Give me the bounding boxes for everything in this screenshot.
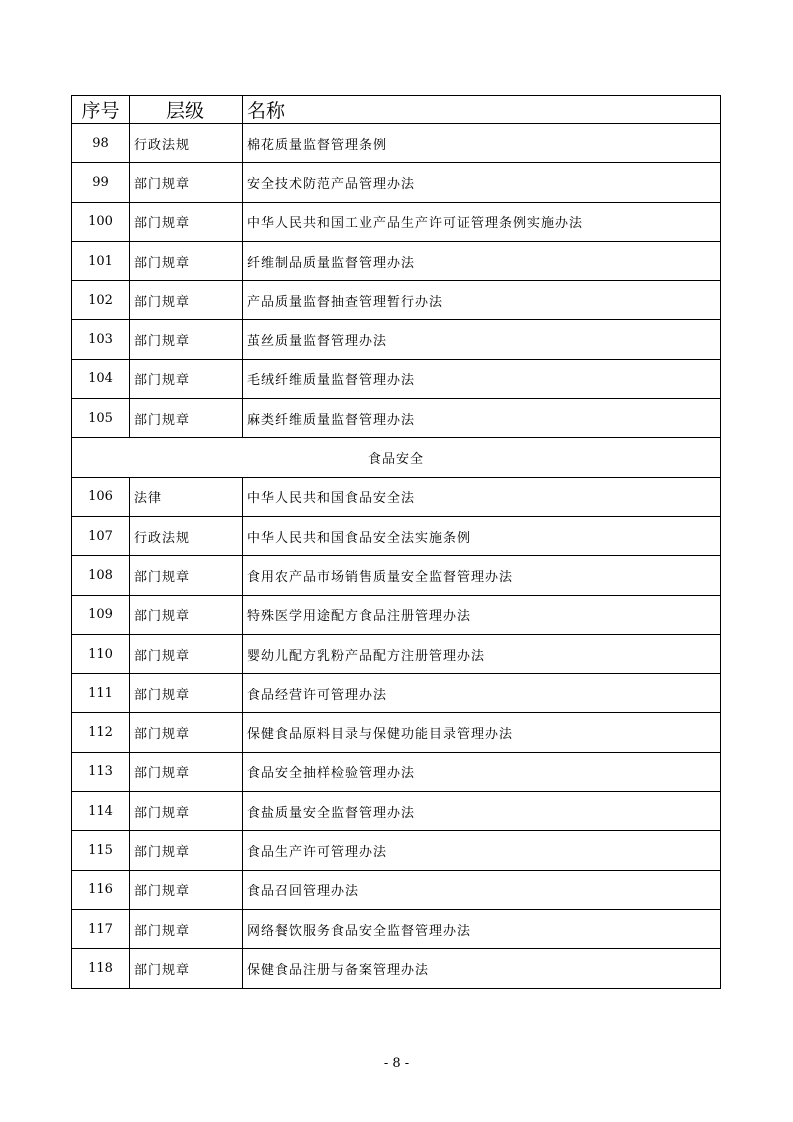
row-level: 部门规章	[130, 241, 243, 280]
row-number: 102	[72, 281, 130, 320]
row-level: 行政法规	[130, 516, 243, 555]
row-level: 部门规章	[130, 399, 243, 438]
table-row	[72, 163, 721, 202]
table-row	[72, 831, 721, 870]
row-number: 117	[72, 909, 130, 948]
row-name: 食品经营许可管理办法	[243, 674, 721, 713]
row-number: 109	[72, 595, 130, 634]
row-name: 食品召回管理办法	[243, 870, 721, 909]
row-level: 部门规章	[130, 281, 243, 320]
row-number: 101	[72, 241, 130, 280]
row-number: 108	[72, 556, 130, 595]
row-level: 部门规章	[130, 831, 243, 870]
row-name: 保健食品注册与备案管理办法	[243, 949, 721, 988]
table-row	[72, 792, 721, 831]
row-name: 食用农产品市场销售质量安全监督管理办法	[243, 556, 721, 595]
row-name: 保健食品原料目录与保健功能目录管理办法	[243, 713, 721, 752]
table-row	[72, 713, 721, 752]
header-number: 序号	[72, 96, 130, 124]
row-number: 107	[72, 516, 130, 555]
row-level: 部门规章	[130, 595, 243, 634]
row-name: 食盐质量安全监督管理办法	[243, 792, 721, 831]
row-number: 98	[72, 124, 130, 163]
row-level: 部门规章	[130, 163, 243, 202]
header-name: 名称	[243, 96, 721, 124]
row-name: 产品质量监督抽查管理暂行办法	[243, 281, 721, 320]
row-level: 部门规章	[130, 752, 243, 791]
row-number: 116	[72, 870, 130, 909]
row-level: 行政法规	[130, 124, 243, 163]
row-name: 纤维制品质量监督管理办法	[243, 241, 721, 280]
row-name: 网络餐饮服务食品安全监督管理办法	[243, 909, 721, 948]
row-number: 99	[72, 163, 130, 202]
page-number: - 8 -	[383, 1056, 410, 1071]
header-level: 层级	[130, 96, 243, 124]
row-level: 部门规章	[130, 792, 243, 831]
table-row	[72, 281, 721, 320]
table-row	[72, 202, 721, 241]
row-name: 安全技术防范产品管理办法	[243, 163, 721, 202]
row-number: 110	[72, 634, 130, 673]
table-row	[72, 870, 721, 909]
row-number: 112	[72, 713, 130, 752]
row-number: 115	[72, 831, 130, 870]
regulations-table	[71, 95, 721, 989]
table-row	[72, 399, 721, 438]
table-row	[72, 516, 721, 555]
table-row	[72, 359, 721, 398]
row-name: 棉花质量监督管理条例	[243, 124, 721, 163]
row-name: 中华人民共和国食品安全法实施条例	[243, 516, 721, 555]
row-level: 部门规章	[130, 949, 243, 988]
row-level: 部门规章	[130, 359, 243, 398]
table-row	[72, 752, 721, 791]
row-name: 麻类纤维质量监督管理办法	[243, 399, 721, 438]
table-row	[72, 477, 721, 516]
row-number: 103	[72, 320, 130, 359]
row-name: 食品生产许可管理办法	[243, 831, 721, 870]
row-name: 茧丝质量监督管理办法	[243, 320, 721, 359]
table-row	[72, 320, 721, 359]
table-row	[72, 595, 721, 634]
table-row	[72, 124, 721, 163]
row-level: 部门规章	[130, 202, 243, 241]
row-name: 食品安全抽样检验管理办法	[243, 752, 721, 791]
row-number: 111	[72, 674, 130, 713]
row-level: 部门规章	[130, 674, 243, 713]
row-number: 100	[72, 202, 130, 241]
row-level: 法律	[130, 477, 243, 516]
row-name: 特殊医学用途配方食品注册管理办法	[243, 595, 721, 634]
row-level: 部门规章	[130, 870, 243, 909]
table-row	[72, 674, 721, 713]
row-number: 106	[72, 477, 130, 516]
section-row	[72, 438, 721, 477]
row-name: 毛绒纤维质量监督管理办法	[243, 359, 721, 398]
table-row	[72, 241, 721, 280]
row-number: 113	[72, 752, 130, 791]
row-level: 部门规章	[130, 320, 243, 359]
row-level: 部门规章	[130, 556, 243, 595]
table-body	[72, 124, 721, 989]
table-row	[72, 949, 721, 988]
row-level: 部门规章	[130, 909, 243, 948]
table-row	[72, 634, 721, 673]
row-number: 104	[72, 359, 130, 398]
table-header-row	[72, 96, 721, 124]
table-row	[72, 556, 721, 595]
section-title: 食品安全	[72, 438, 721, 477]
row-number: 118	[72, 949, 130, 988]
row-name: 中华人民共和国食品安全法	[243, 477, 721, 516]
row-number: 105	[72, 399, 130, 438]
row-name: 婴幼儿配方乳粉产品配方注册管理办法	[243, 634, 721, 673]
row-level: 部门规章	[130, 713, 243, 752]
row-name: 中华人民共和国工业产品生产许可证管理条例实施办法	[243, 202, 721, 241]
row-level: 部门规章	[130, 634, 243, 673]
row-number: 114	[72, 792, 130, 831]
table-row	[72, 909, 721, 948]
